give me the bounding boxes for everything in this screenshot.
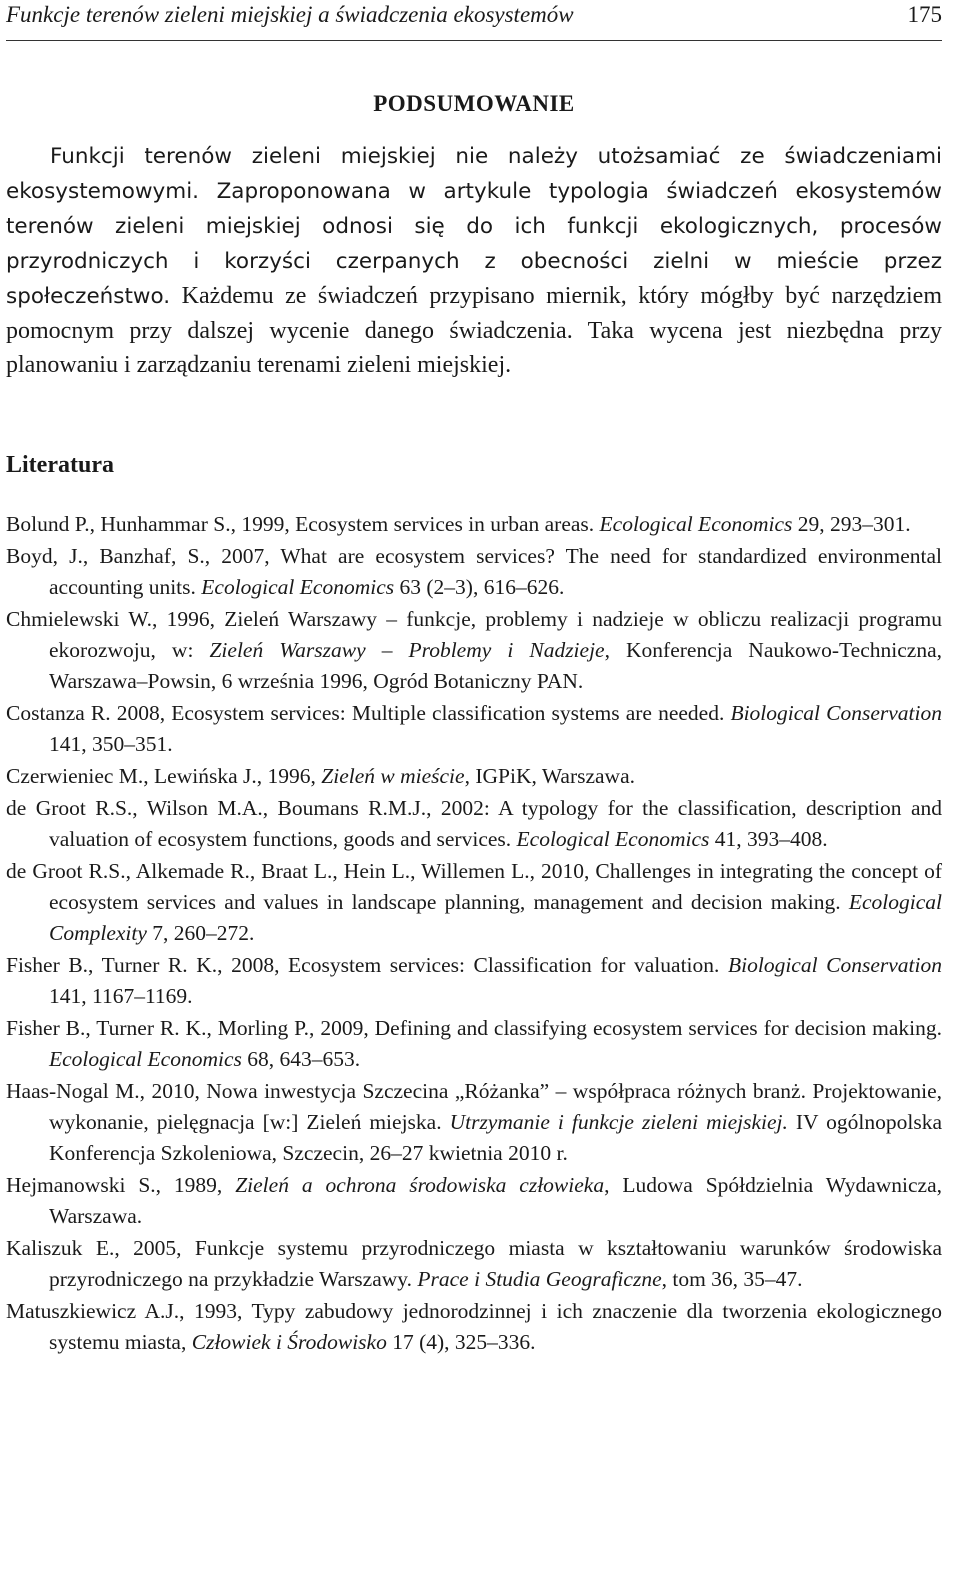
ref-journal: Zieleń w mieście <box>321 764 465 788</box>
ref-journal: Ecological Complexity <box>49 890 942 945</box>
ref-journal: Zieleń a ochrona środowiska człowieka <box>235 1173 605 1197</box>
ref-journal: Ecological Economics <box>599 512 793 536</box>
reference-item <box>6 1170 942 1232</box>
reference-item <box>6 1076 942 1169</box>
ref-details: 68, 643–653. <box>241 1047 361 1071</box>
reference-item <box>6 541 942 603</box>
running-title: Funkcje terenów zieleni miejskiej a świadczenia ekosystemów <box>6 2 574 27</box>
header-rule <box>6 40 942 41</box>
ref-details: 29, 293–301. <box>792 512 911 536</box>
ref-journal: Biological Conservation <box>730 701 942 725</box>
ref-details: , IGPiK, Warszawa. <box>464 764 636 788</box>
summary-text-part2: Każdemu ze świadczeń przypisano miernik, który mógłby być narzędziem pomocnym przy dalszej wycenie danego świadczenia. Taka wycena jest niezbędna przy planowaniu i zarządzaniu terenami zieleni miejskiej. <box>6 283 942 378</box>
reference-item <box>6 761 942 792</box>
reference-list <box>6 509 942 1358</box>
ref-details: IV ogólnopolska Konferencja Szkoleniowa, Szczecin, 26–27 kwietnia 2010 r. <box>49 1110 943 1165</box>
ref-journal: Ecological Economics <box>516 827 710 851</box>
reference-item <box>6 1233 942 1295</box>
ref-details: 17 (4), 325–336. <box>386 1330 536 1354</box>
ref-text: Fisher B., Turner R. K., 2008, Ecosystem services: Classification for valuation. <box>6 953 728 977</box>
ref-text: Boyd, J., Banzhaf, S., 2007, What are ecosystem services? The need for standardized environmental accounting units. <box>6 544 942 599</box>
ref-text: Costanza R. 2008, Ecosystem services: Multiple classification systems are needed. <box>6 701 731 725</box>
reference-item <box>6 950 942 1012</box>
ref-text: Czerwieniec M., Lewińska J., 1996, <box>6 764 322 788</box>
section-heading: PODSUMOWANIE <box>373 91 575 116</box>
ref-text: Kaliszuk E., 2005, Funkcje systemu przyrodniczego miasta w kształtowaniu warunków środowiska przyrodniczego na przykładzie Warszawy. <box>6 1236 942 1291</box>
ref-details: , Ludowa Spółdzielnia Wydawnicza, Warszawa. <box>49 1173 942 1228</box>
ref-text: Haas-Nogal M., 2010, Nowa inwestycja Szczecina „Różanka” – współpraca różnych branż. Projektowanie, wykonanie, pielęgnacja [w:] Zieleń miejska. <box>6 1079 942 1134</box>
reference-item <box>6 604 942 697</box>
ref-journal: Ecological Economics <box>201 575 395 599</box>
ref-text: Hejmanowski S., 1989, <box>6 1173 236 1197</box>
ref-details: 141, 1167–1169. <box>49 984 193 1008</box>
ref-text: Chmielewski W., 1996, Zieleń Warszawy – funkcje, problemy i nadzieje w obliczu realizacji programu ekorozwoju, w: <box>6 607 942 662</box>
ref-details: 141, 350–351. <box>49 732 173 756</box>
ref-journal: Człowiek i Środowisko <box>191 1330 387 1354</box>
ref-text: Bolund P., Hunhammar S., 1999, Ecosystem services in urban areas. <box>6 512 600 536</box>
ref-text: de Groot R.S., Alkemade R., Braat L., Hein L., Willemen L., 2010, Challenges in integrating the concept of ecosystem services and values in landscape planning, management and decision making. <box>6 859 942 914</box>
ref-journal: Biological Conservation <box>727 953 942 977</box>
page-number: 175 <box>907 2 942 27</box>
summary-text-part1: Funkcji terenów zieleni miejskiej nie należy utożsamiać ze świadczeniami ekosystemowymi. Zaproponowana w artykule typologia świadczeń ekosystemów terenów zieleni miejskiej odnosi się do ich funkcji ekologicznych, procesów przyrodniczych i korzyści czerpanych z obecności zielni w mieście przez społeczeństwo. <box>6 144 942 309</box>
reference-item <box>6 1296 942 1358</box>
ref-text: Fisher B., Turner R. K., Morling P., 2009, Defining and classifying ecosystem services for decision making. <box>6 1016 942 1040</box>
ref-details: 63 (2–3), 616–626. <box>394 575 565 599</box>
ref-details: 41, 393–408. <box>709 827 828 851</box>
literature-heading: Literatura <box>6 452 114 478</box>
ref-journal: Ecological Economics <box>49 1047 242 1071</box>
summary-paragraph <box>6 139 942 382</box>
ref-journal: Prace i Studia Geograficzne <box>417 1267 662 1291</box>
reference-item <box>6 509 942 540</box>
running-header <box>6 0 942 40</box>
reference-item <box>6 793 942 855</box>
reference-item <box>6 698 942 760</box>
ref-text: Matuszkiewicz A.J., 1993, Typy zabudowy jednorodzinnej i ich znaczenie dla tworzenia ekologicznego systemu miasta, <box>6 1299 942 1354</box>
reference-item <box>6 1013 942 1075</box>
ref-details: , Konferencja Naukowo-Techniczna, Warszawa–Powsin, 6 września 1996, Ogród Botaniczny PAN. <box>49 638 942 693</box>
ref-details: 7, 260–272. <box>146 921 255 945</box>
ref-text: de Groot R.S., Wilson M.A., Boumans R.M.J., 2002: A typology for the classification, description and valuation of ecosystem functions, goods and services. <box>6 796 942 851</box>
ref-details: , tom 36, 35–47. <box>661 1267 803 1291</box>
ref-journal: Utrzymanie i funkcje zieleni miejskiej. <box>449 1110 788 1134</box>
ref-journal: Zieleń Warszawy – Problemy i Nadzieje <box>209 638 605 662</box>
reference-item <box>6 856 942 949</box>
